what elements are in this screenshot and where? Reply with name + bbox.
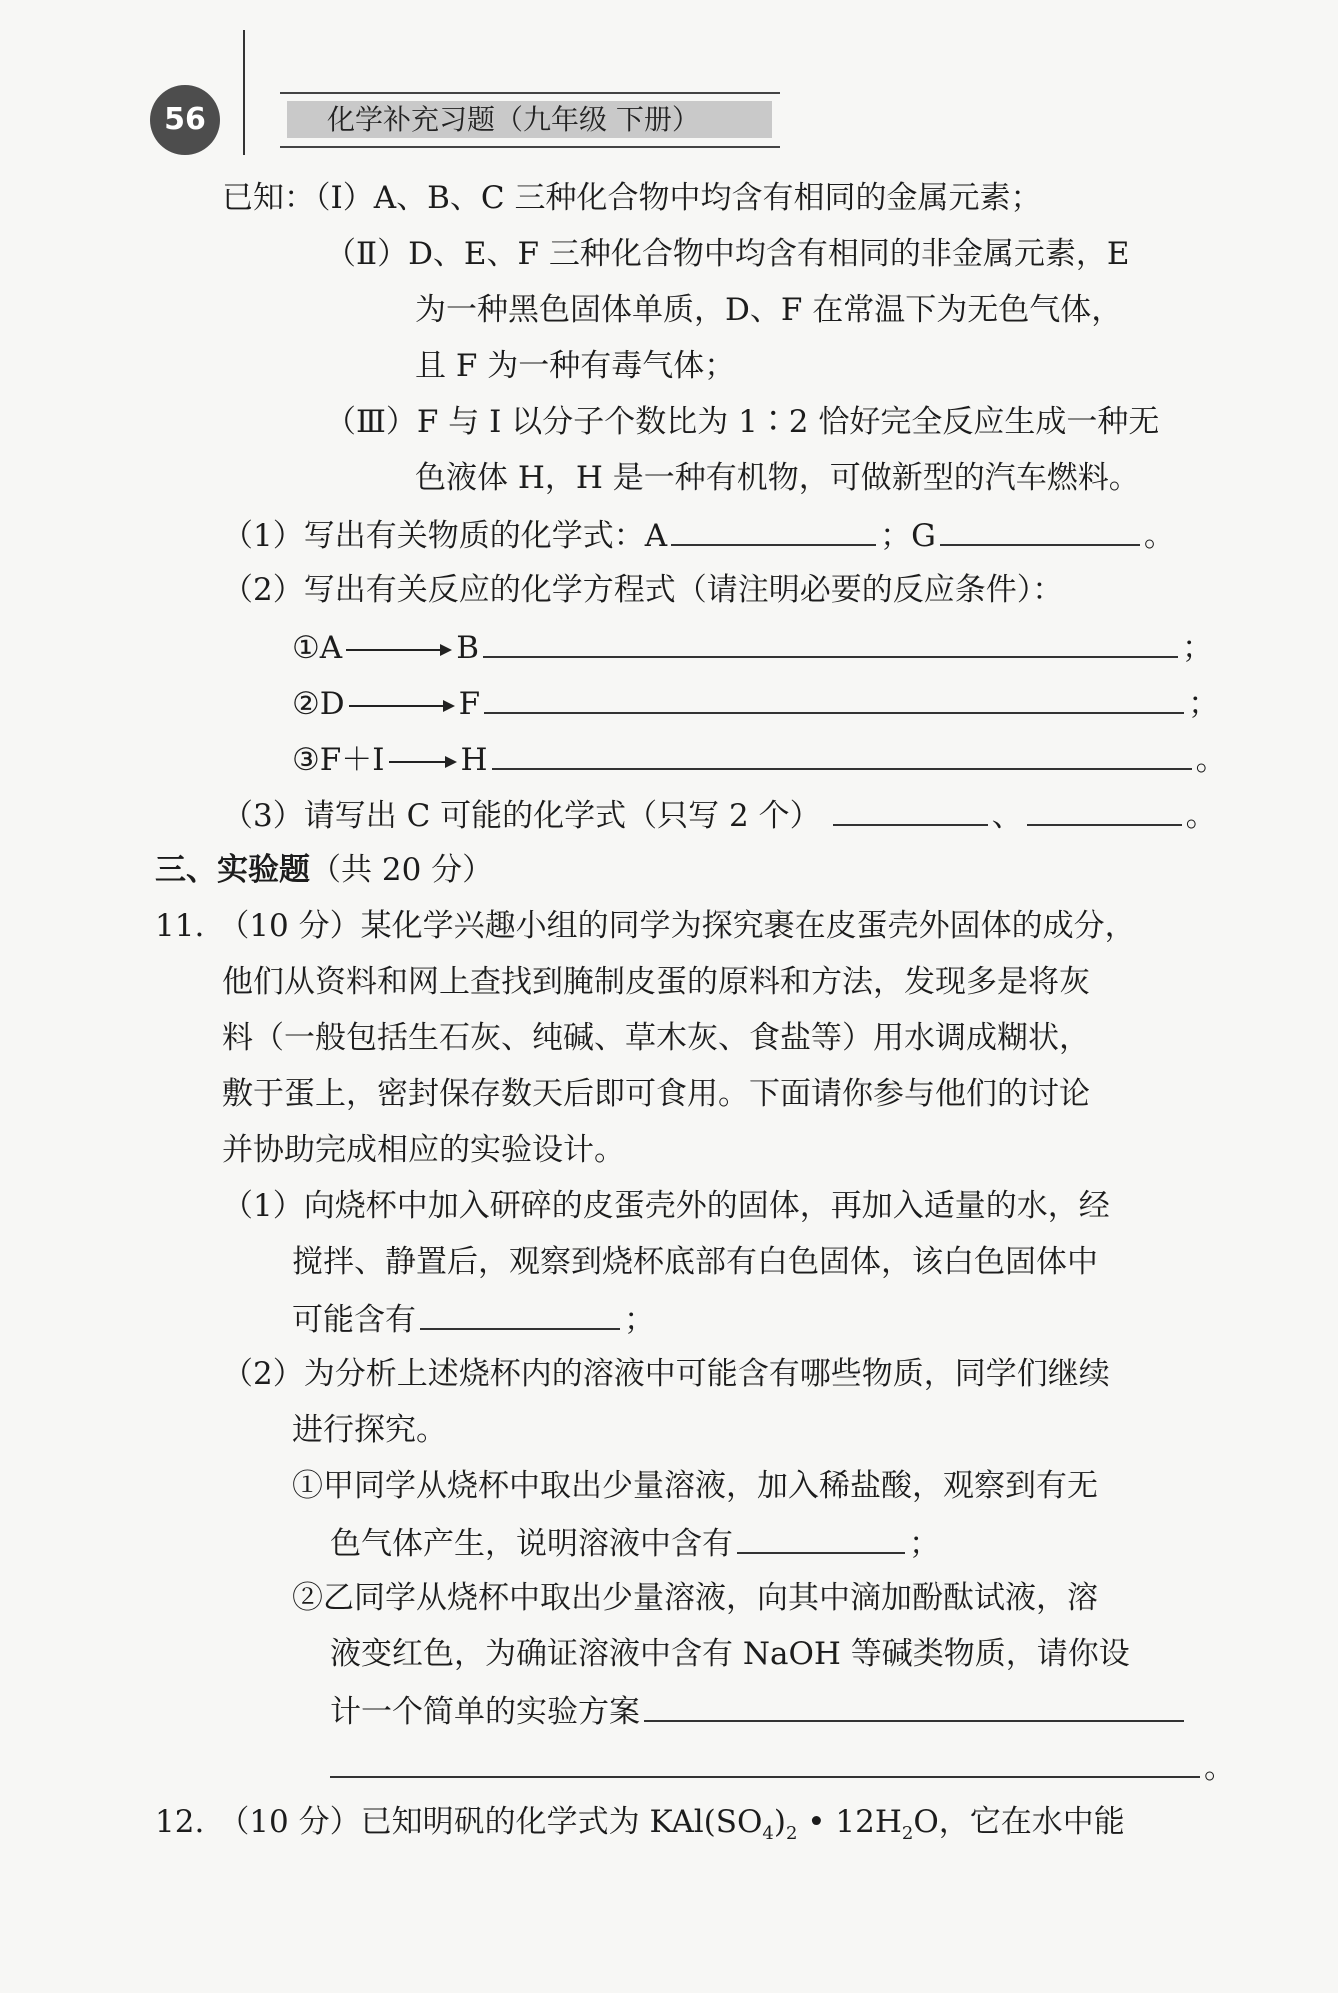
question-12-text: （10 分）已知明矾的化学式为 KAl(SO [218,1804,763,1840]
reaction-arrow-icon [347,696,457,716]
sub-2-line-1: ②乙同学从烧杯中取出少量溶液，向其中滴加酚酞试液，溶 [292,1580,1098,1616]
part-2-line-2: 进行探究。 [292,1412,447,1448]
reaction-arrow-icon [344,640,454,660]
sub-2-end: 。 [1204,1750,1235,1786]
condition-2: （Ⅱ）D、E、F 三种化合物中均含有相同的非金属元素，E [325,236,1130,272]
part-1-line-1: （1）向烧杯中加入研碎的皮蛋壳外的固体，再加入适量的水，经 [222,1188,1110,1224]
question-12-text-2: ) [773,1804,786,1840]
condition-3-cont: 色液体 H，H 是一种有机物，可做新型的汽车燃料。 [415,460,1140,496]
sub-1-end: ； [909,1526,940,1562]
answer-blank-g[interactable] [940,514,1140,546]
equation-1-blank[interactable] [483,626,1178,658]
question-3-end: 。 [1185,798,1217,834]
question-3-line [222,794,1217,836]
answer-blank-c1[interactable] [833,794,988,826]
sub-1-text: 色气体产生，说明溶液中含有 [330,1526,733,1562]
header-vertical-rule [243,30,245,155]
part-1-line-3 [292,1298,655,1340]
part-1-end: ； [624,1302,655,1338]
sub-2-text: 计一个简单的实验方案 [330,1694,640,1730]
section-heading [155,850,493,890]
equation-1-reactant: ①A [292,630,343,666]
question-11-text-1: （10 分）某化学兴趣小组的同学为探究裹在皮蛋壳外固体的成分， [218,908,1136,944]
sub-2-line-2: 液变红色，为确证溶液中含有 NaOH 等碱类物质，请你设 [330,1636,1130,1672]
sub-1-line-2 [330,1522,940,1564]
section-title: 三、实验题 [155,852,310,888]
subscript: 2 [785,1823,798,1845]
sub-2-line-3 [330,1690,1188,1732]
book-title: 化学补充习题（九年级 下册） [287,101,772,138]
answer-blank-experiment-1[interactable] [644,1690,1184,1722]
answer-blank-a[interactable] [671,514,876,546]
section-points: （共 20 分） [310,852,494,888]
question-12-line [155,1802,1125,1854]
page-number-badge: 56 [150,85,220,155]
question-11-number: 11. [155,908,205,944]
question-11-line-5: 并协助完成相应的实验设计。 [222,1132,625,1168]
answer-blank-solution[interactable] [737,1522,905,1554]
question-1-line [222,514,1175,556]
sub-2-line-4 [330,1746,1235,1788]
question-1-g-text: ；G [880,518,936,554]
question-11-line-2: 他们从资料和网上查找到腌制皮蛋的原料和方法，发现多是将灰 [222,964,1090,1000]
condition-1: 已知：（Ⅰ）A、B、C 三种化合物中均含有相同的金属元素； [222,180,1042,216]
condition-2-cont-1: 为一种黑色固体单质，D、F 在常温下为无色气体， [415,292,1123,328]
equation-2-product: F [458,686,481,722]
subscript: 4 [762,1823,774,1845]
condition-2-cont-2: 且 F 为一种有毒气体； [415,348,736,384]
question-12-number: 12. [155,1804,205,1840]
equation-3-line [292,738,1227,780]
question-3-sep: 、 [991,798,1023,834]
answer-blank-experiment-2[interactable] [330,1746,1200,1778]
header-top-rule [280,92,780,94]
question-11-line-1 [155,906,1136,946]
header-bottom-rule [280,146,780,148]
equation-3-reactants: ③F＋I [292,742,385,778]
question-11-line-3: 料（一般包括生石灰、纯碱、草木灰、食盐等）用水调成糊状， [222,1020,1090,1056]
equation-2-end: ； [1188,686,1220,722]
part-1-text: 可能含有 [292,1302,416,1338]
condition-3: （Ⅲ）F 与 I 以分子个数比为 1∶2 恰好完全反应生成一种无 [325,404,1160,440]
equation-1-end: ； [1181,630,1213,666]
question-3-text: （3）请写出 C 可能的化学式（只写 2 个） [222,798,821,834]
reaction-arrow-icon [387,752,459,772]
question-1-end: 。 [1143,518,1175,554]
equation-3-blank[interactable] [492,738,1192,770]
question-1-text: （1）写出有关物质的化学式：A [222,518,668,554]
question-2-text: （2）写出有关反应的化学方程式（请注明必要的反应条件）： [222,572,1064,608]
question-12-text-3: • 12H [797,1804,902,1840]
equation-3-end: 。 [1195,742,1227,778]
part-2-line-1: （2）为分析上述烧杯内的溶液中可能含有哪些物质，同学们继续 [222,1356,1110,1392]
question-12-text-4: O，它在水中能 [913,1804,1125,1840]
equation-2-reactant: ②D [292,686,345,722]
sub-1-line-1: ①甲同学从烧杯中取出少量溶液，加入稀盐酸，观察到有无 [292,1468,1098,1504]
answer-blank-c2[interactable] [1027,794,1182,826]
subscript: 2 [901,1823,914,1845]
answer-blank-white-solid[interactable] [420,1298,620,1330]
equation-3-product: H [460,742,488,778]
equation-2-blank[interactable] [484,682,1184,714]
part-1-line-2: 搅拌、静置后，观察到烧杯底部有白色固体，该白色固体中 [292,1244,1098,1280]
equation-1-product: B [456,630,479,666]
equation-2-line [292,682,1219,724]
question-11-line-4: 敷于蛋上，密封保存数天后即可食用。下面请你参与他们的讨论 [222,1076,1090,1112]
equation-1-line [292,626,1213,668]
